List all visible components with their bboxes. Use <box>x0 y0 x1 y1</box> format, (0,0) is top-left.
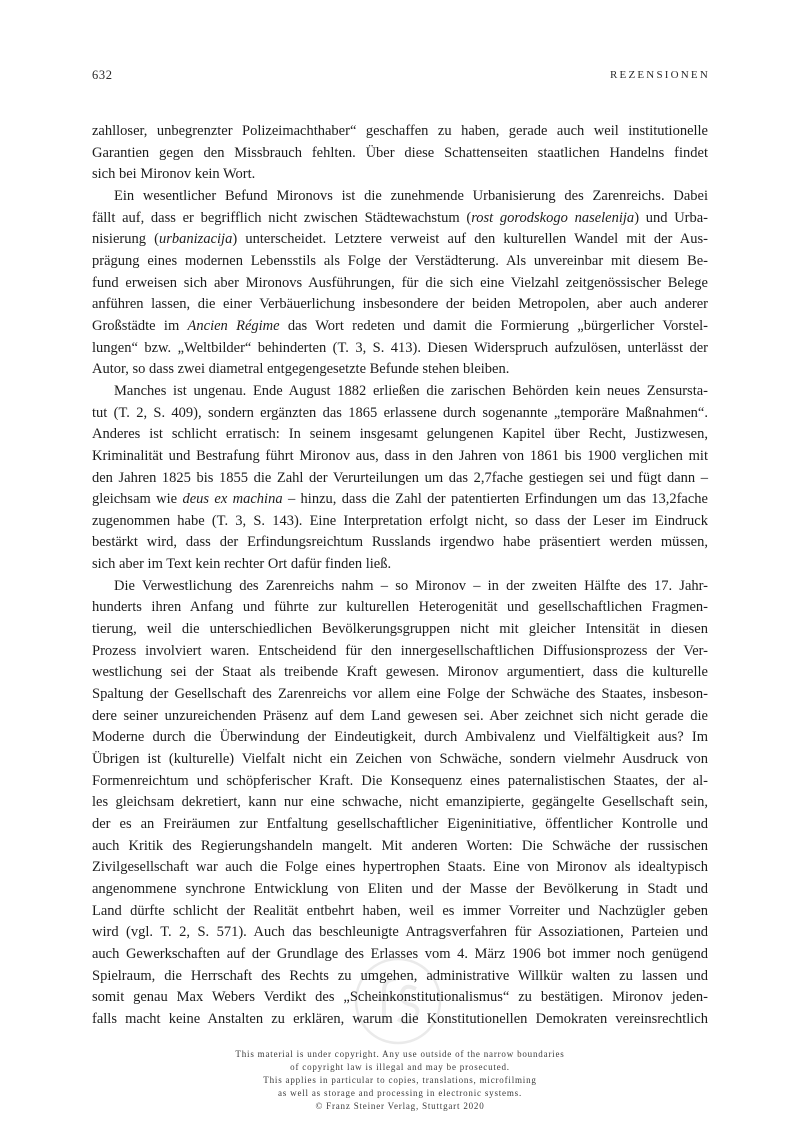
text-line <box>92 294 708 316</box>
text-line <box>92 208 708 230</box>
text-run: westlichung sei der Staat als treibende Kraft gewesen. Mironov argumentiert, dass die kulturelle <box>92 664 708 681</box>
text-line <box>92 597 708 619</box>
copyright-publisher-line: © Franz Steiner Verlag, Stuttgart 2020 <box>315 1101 485 1111</box>
text-run: Land dürfte schlicht der Realität entbehrt haben, weil es immer Vorreiter und Nachzügler geben <box>92 902 708 919</box>
text-line <box>92 359 708 381</box>
text-run: Übrigen ist (kulturelle) Vielfalt nicht ein Zeichen von Schwäche, sondern vielmehr Ausdruck von <box>92 751 708 768</box>
text-line <box>92 749 708 771</box>
text-run: auch Kritik des Regierungshandeln mangelt. Mit anderen Worten: Die Schwäche der russischen <box>92 837 708 854</box>
copyright-line: of copyright law is illegal and may be prosecuted. <box>290 1062 510 1072</box>
text-run: hunderts ihren Anfang und führte zur kulturellen Heterogenität und gesellschaftlichen Fragmen- <box>92 599 708 616</box>
text-line <box>92 338 708 360</box>
text-run: prägung eines modernen Lebensstils als Folge der Verstädterung. Als unvereinbar mit diesem Be- <box>92 252 708 269</box>
copyright-line: This material is under copyright. Any use outside of the narrow boundaries <box>235 1049 565 1059</box>
text-run: zahlloser, unbegrenzter Polizeimachthaber“ geschaffen zu haben, gerade auch weil institutionelle <box>92 123 708 139</box>
text-run: nisierung ( <box>92 231 160 248</box>
text-run: les gleichsam dekretiert, kann nur eine schwache, nicht emanzipierte, gegängelte Gesellschaft sein, <box>92 794 708 811</box>
paragraph <box>92 186 708 381</box>
text-line <box>92 706 708 728</box>
text-line <box>92 424 708 446</box>
text-run: bestärkt wird, dass der Erfindungsreichtum Russlands irgendwo habe präsentiert werden müssen, <box>92 534 708 551</box>
text-run: fällt auf, dass er begrifflich nicht zwischen Städtewachstum ( <box>92 209 472 226</box>
text-line <box>92 186 708 208</box>
text-line <box>92 922 708 944</box>
text-run: Anderes ist schlicht erratisch: In seinem insgesamt gelungenen Kapitel über Recht, Justizwesen, <box>92 426 708 443</box>
text-line <box>92 511 708 533</box>
text-line <box>92 532 708 554</box>
text-run: Moderne durch die Überwindung der Eindeutigkeit, durch Ambivalenz und Vielfältigkeit aus? Im <box>92 729 708 746</box>
text-run: falls macht keine Anstalten zu erklären, warum die Konstitutionellen Demokraten vereinsrechtlich <box>92 1010 708 1027</box>
text-run: Formenreichtum und schöpferischer Kraft. Die Konsequenz eines paternalistischen Staates, der al- <box>92 772 708 789</box>
italic-term: Ancien Régime <box>187 317 280 334</box>
text-run: Spielraum, die Herrschaft des Rechts zu umgehen, administrative Willkür walten zu lassen und <box>92 967 708 984</box>
text-run: sich aber im Text kein rechter Ort dafür finden ließ. <box>92 556 392 573</box>
text-line <box>92 1009 708 1031</box>
text-run: dere seiner unzureichenden Präsenz auf dem Land gewesen sei. Aber zeichnet sich nicht gerade die <box>92 707 708 724</box>
text-run: wird (vgl. T. 2, S. 571). Auch das beschleunigte Antragsverfahren für Assoziationen, Parteien und <box>92 924 708 941</box>
text-line <box>92 901 708 923</box>
text-line <box>92 554 708 576</box>
text-line <box>92 251 708 273</box>
text-line <box>92 446 708 468</box>
paragraph <box>92 381 708 576</box>
text-line <box>92 273 708 295</box>
text-run: Kriminalität und Bestrafung führt Mironov aus, dass in den Jahren von 1861 bis 1900 verglichen mit <box>92 447 708 464</box>
review-body-text <box>92 121 708 1031</box>
text-line <box>92 684 708 706</box>
text-run: Großstädte im <box>92 317 188 334</box>
text-run: – hinzu, dass die Zahl der patentierten Erfindungen um das 13,2fache <box>282 491 708 508</box>
paragraph <box>92 576 708 1031</box>
text-line <box>92 857 708 879</box>
text-run: sich bei Mironov kein Wort. <box>92 166 256 183</box>
running-head-section: REZENSIONEN <box>610 69 710 81</box>
text-line <box>92 316 708 338</box>
text-line <box>92 792 708 814</box>
text-run: den Jahren 1825 bis 1855 die Zahl der Verurteilungen um das 2,7fache gestiegen sei und fügt dann – <box>92 469 708 486</box>
text-line <box>92 641 708 663</box>
text-line <box>92 771 708 793</box>
text-run: somit genau Max Webers Verdikt des „Scheinkonstitutionalismus“ zu bestätigen. Mironov jeden- <box>92 989 708 1006</box>
text-line <box>92 403 708 425</box>
text-run: lungen“ bzw. „Weltbilder“ behinderten (T. 3, S. 413). Diesen Widerspruch aufzulösen, unterlässt der <box>92 339 708 356</box>
text-run: Die Verwestlichung des Zarenreichs nahm – so Mironov – in der zweiten Hälfte des 17. Jahr- <box>114 577 708 594</box>
text-run: gleichsam wie <box>92 491 183 508</box>
text-run: fund erweisen sich aber Mironovs Ausführungen, für die sich eine Vielzahl zeitgenössischer Belege <box>92 274 708 291</box>
text-line <box>92 727 708 749</box>
text-run: auch Gewerkschaften auf der Grundlage des Erlasses vom 4. März 1906 bot immer noch genügend <box>92 945 708 962</box>
italic-term: urbanizacija <box>159 231 233 248</box>
text-run: Manches ist ungenau. Ende August 1882 erließen die zarischen Behörden kein neues Zensursta- <box>114 382 708 399</box>
text-run: der es an Freiräumen zur Entfaltung gesellschaftlicher Eigeninitiative, öffentlicher Kontrolle und <box>92 816 708 832</box>
copyright-line: This applies in particular to copies, translations, microfilming <box>263 1075 537 1085</box>
text-run: Prozess involviert waren. Entscheidend für den innergesellschaftlichen Diffusionsprozess der Ver- <box>92 642 708 659</box>
text-run: ) und Urba- <box>634 209 709 226</box>
text-line <box>92 164 708 186</box>
text-run: Zivilgesellschaft war auch die Folge eines hypertrophen Staats. Eine von Mironov als idealtypisch <box>92 859 708 876</box>
text-line <box>92 143 708 165</box>
text-run: tut (T. 2, S. 409), sondern ergänzten das 1865 erlassene durch sogenannte „temporäre Maßnahmen“. <box>92 404 708 421</box>
page-number: 632 <box>92 68 113 82</box>
copyright-notice <box>0 1048 800 1113</box>
text-run: Ein wesentlicher Befund Mironovs ist die zunehmende Urbanisierung des Zarenreichs. Dabei <box>114 187 708 204</box>
text-line <box>92 944 708 966</box>
text-run: Spaltung der Gesellschaft des Zarenreichs vor allem eine Folge der Schwäche des Staates, insbeson- <box>92 686 708 703</box>
text-line <box>92 381 708 403</box>
text-line <box>92 576 708 598</box>
text-line <box>92 468 708 490</box>
text-line <box>92 662 708 684</box>
text-run: ) unterscheidet. Letztere verweist auf den kulturellen Wandel mit der Aus- <box>232 231 708 248</box>
text-line <box>92 229 708 251</box>
italic-term: deus ex machina <box>182 491 283 508</box>
text-line <box>92 489 708 511</box>
text-run: angenommene synchrone Entwicklung von Eliten und der Masse der Bevölkerung in Stadt und <box>92 880 708 897</box>
text-line <box>92 619 708 641</box>
paragraph <box>92 121 708 186</box>
text-line <box>92 836 708 858</box>
copyright-line: as well as storage and processing in electronic systems. <box>278 1088 522 1098</box>
text-line <box>92 966 708 988</box>
text-line <box>92 814 708 836</box>
text-line <box>92 121 708 143</box>
text-run: tierung, weil die unterschiedlichen Bevölkerungsgruppen nicht mit gleicher Intensität in diesen <box>92 621 708 638</box>
text-run: anführen lassen, die einer Verbäuerlichung insbesondere der beiden Metropolen, aber auch anderer <box>92 296 708 313</box>
text-run: Autor, so dass zwei diametral entgegengesetzte Befunde stehen bleiben. <box>92 361 510 378</box>
italic-term: rost gorodskogo naselenija <box>471 209 635 226</box>
text-line <box>92 987 708 1009</box>
text-run: das Wort redeten und damit die Formierung „bürgerlicher Vorstel- <box>279 317 708 334</box>
text-line <box>92 879 708 901</box>
text-run: Garantien gegen den Missbrauch fehlten. Über diese Schattenseiten staatlichen Handelns findet <box>92 144 708 161</box>
text-run: zugenommen habe (T. 3, S. 143). Eine Interpretation erfolgt nicht, so dass der Leser im Eindruck <box>92 512 708 529</box>
